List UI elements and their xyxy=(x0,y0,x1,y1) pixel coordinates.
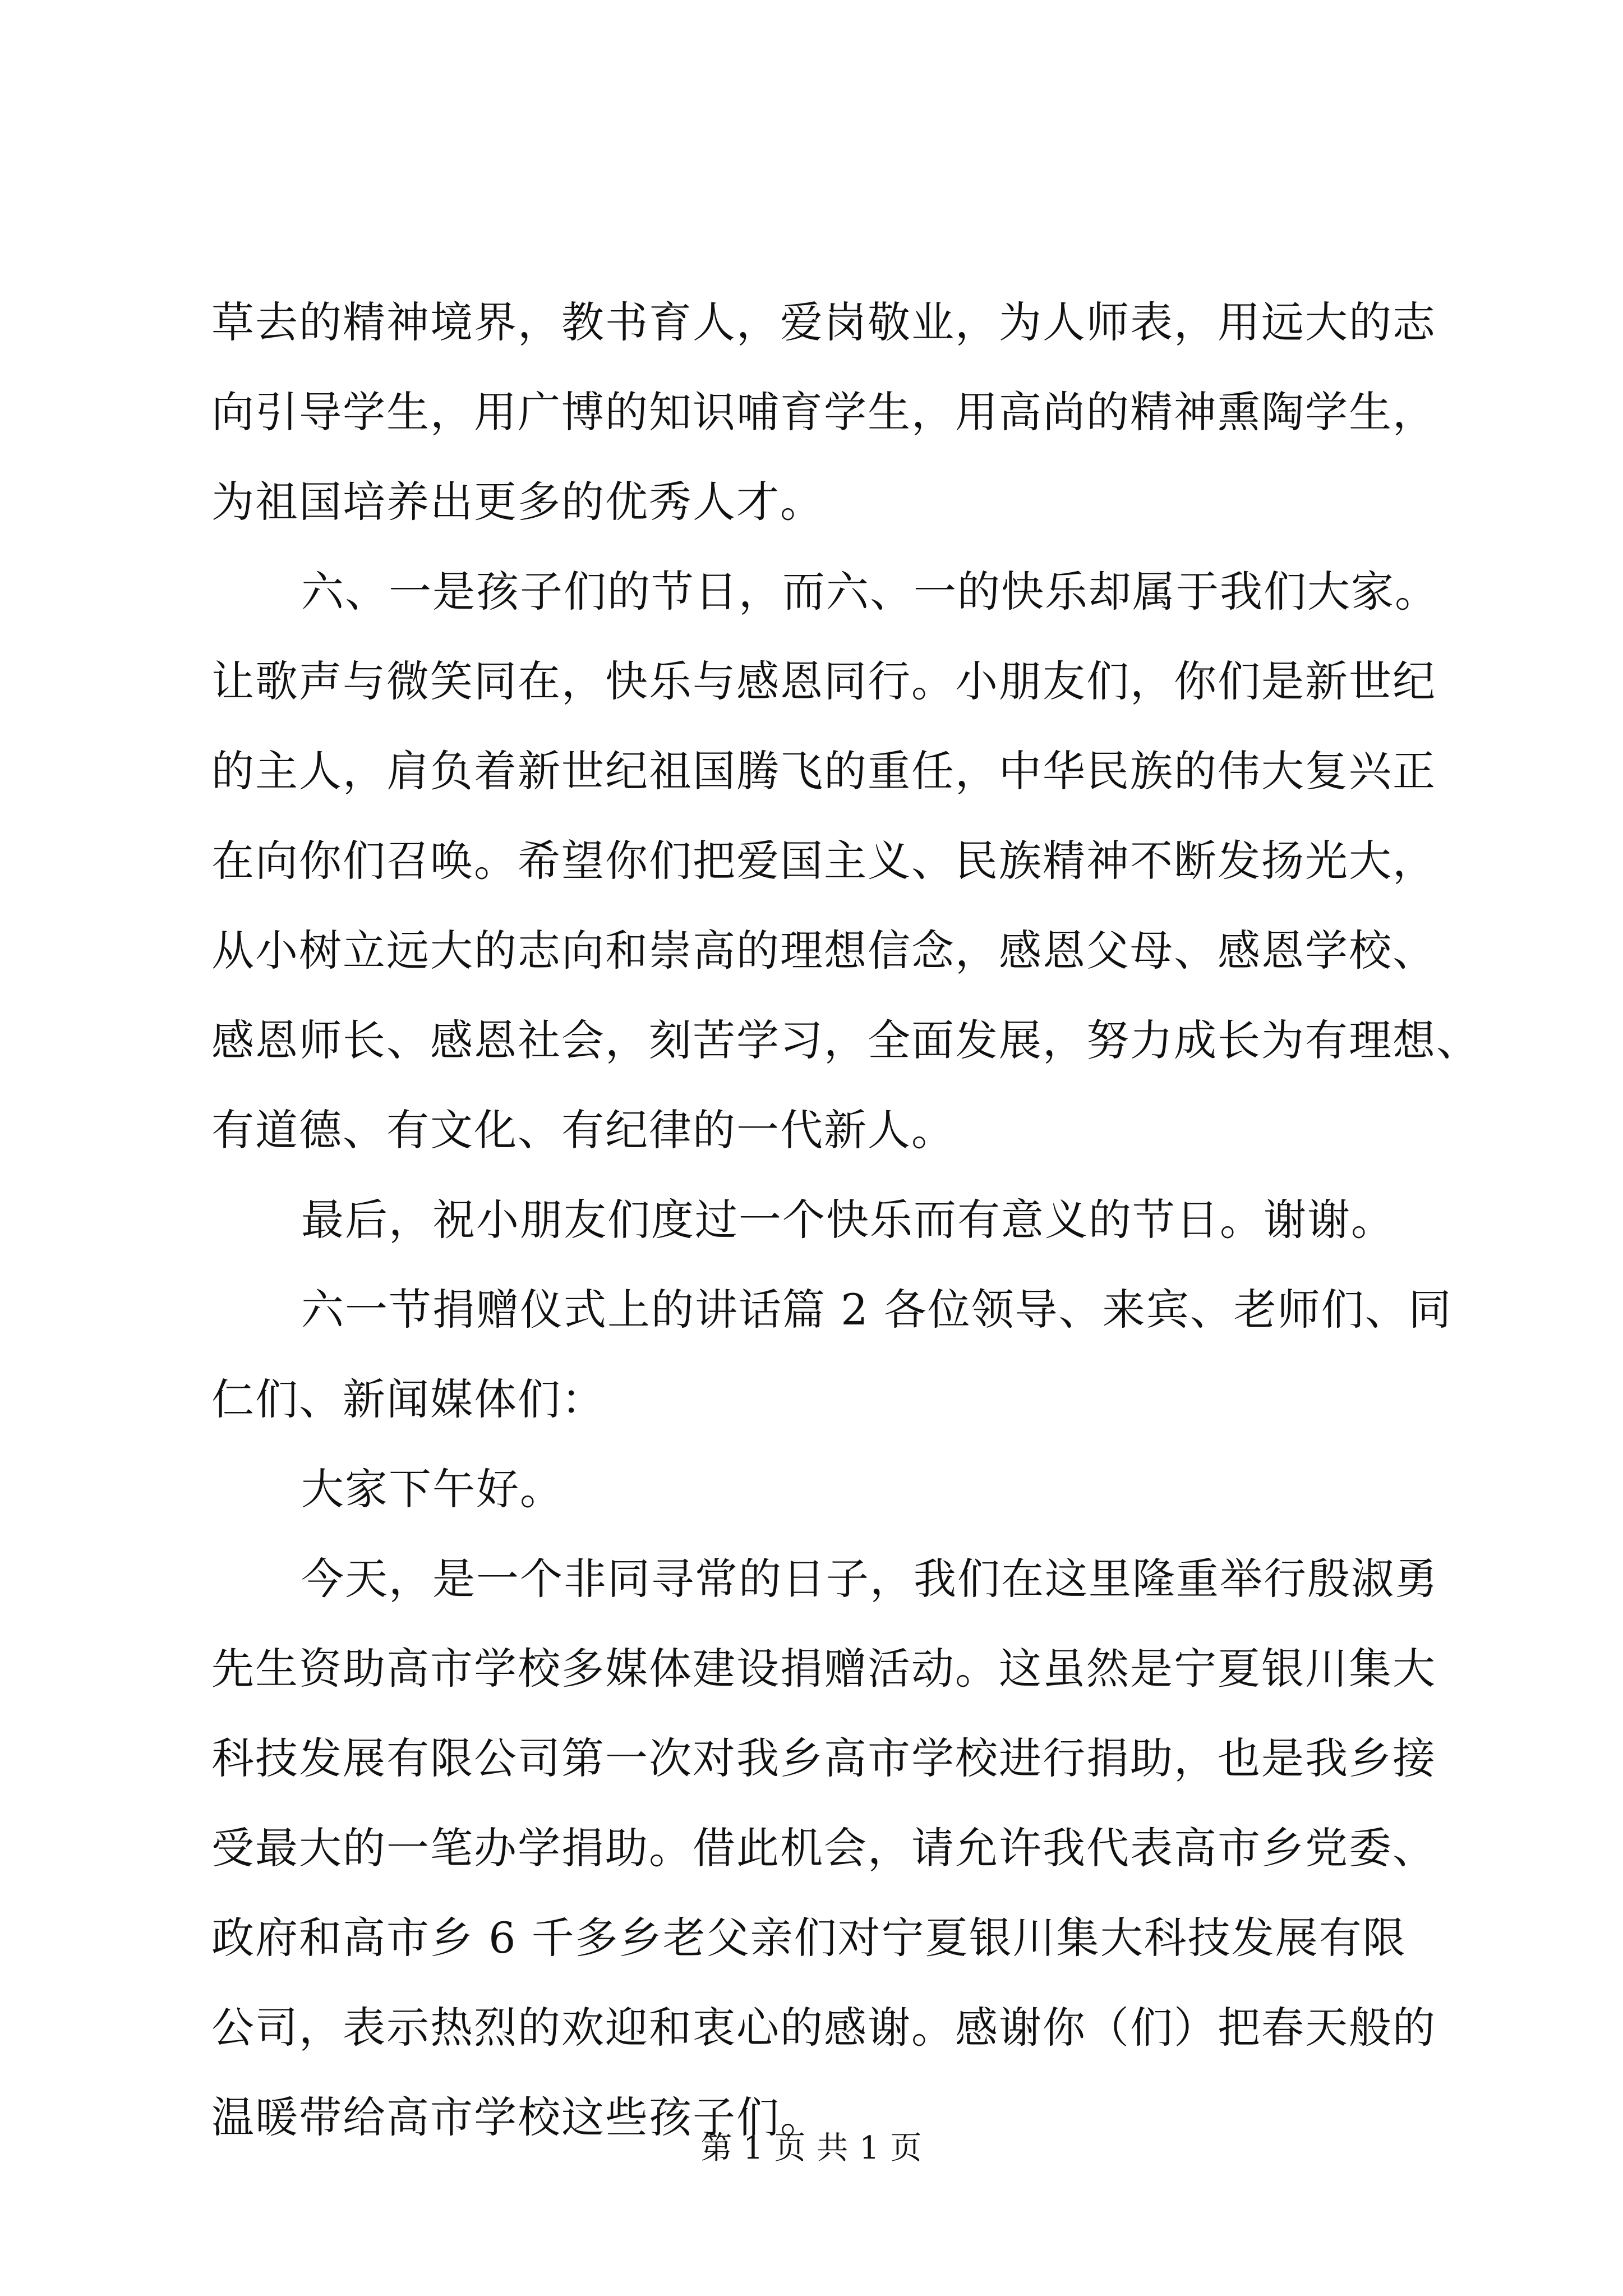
body-line: 今天，是一个非同寻常的日子，我们在这里隆重举行殷淑勇 xyxy=(301,1554,1438,1604)
body-line: 让歌声与微笑同在，快乐与感恩同行。小朋友们，你们是新世纪 xyxy=(211,656,1436,706)
body-line: 草去的精神境界，教书育人，爱岗敬业，为人师表，用远大的志 xyxy=(211,297,1436,347)
body-line: 最后，祝小朋友们度过一个快乐而有意义的节日。谢谢。 xyxy=(301,1195,1395,1245)
body-line: 为祖国培养出更多的优秀人才。 xyxy=(211,477,824,527)
body-line: 受最大的一笔办学捐助。借此机会，请允许我代表高市乡党委、 xyxy=(211,1823,1436,1873)
body-line: 的主人，肩负着新世纪祖国腾飞的重任，中华民族的伟大复兴正 xyxy=(211,746,1436,796)
page-number-footer: 第 1 页 共 1 页 xyxy=(700,2130,923,2166)
body-line: 向引导学生，用广博的知识哺育学生，用高尚的精神熏陶学生， xyxy=(211,387,1436,437)
body-line: 六、一是孩子们的节日，而六、一的快乐却属于我们大家。 xyxy=(301,567,1438,616)
section-heading-line: 六一节捐赠仪式上的讲话篇 2 各位领导、来宾、老师们、同 xyxy=(301,1285,1453,1335)
body-line: 温暖带给高市学校这些孩子们。 xyxy=(211,2092,824,2142)
body-line: 从小树立远大的志向和崇高的理想信念，感恩父母、感恩学校、 xyxy=(211,926,1436,976)
body-line: 先生资助高市学校多媒体建设捐赠活动。这虽然是宁夏银川集大 xyxy=(211,1644,1436,1694)
body-line: 在向你们召唤。希望你们把爱国主义、民族精神不断发扬光大， xyxy=(211,836,1436,886)
body-line: 感恩师长、感恩社会，刻苦学习，全面发展，努力成长为有理想、 xyxy=(211,1015,1480,1065)
body-line: 有道德、有文化、有纪律的一代新人。 xyxy=(211,1105,955,1155)
body-line: 仁们、新闻媒体们： xyxy=(211,1374,605,1424)
body-line: 公司，表示热烈的欢迎和衷心的感谢。感谢你（们）把春天般的 xyxy=(211,2003,1436,2053)
body-line: 科技发展有限公司第一次对我乡高市学校进行捐助，也是我乡接 xyxy=(211,1733,1436,1783)
body-line: 政府和高市乡 6 千多乡老父亲们对宁夏银川集大科技发展有限 xyxy=(211,1913,1407,1963)
body-line: 大家下午好。 xyxy=(301,1464,564,1514)
